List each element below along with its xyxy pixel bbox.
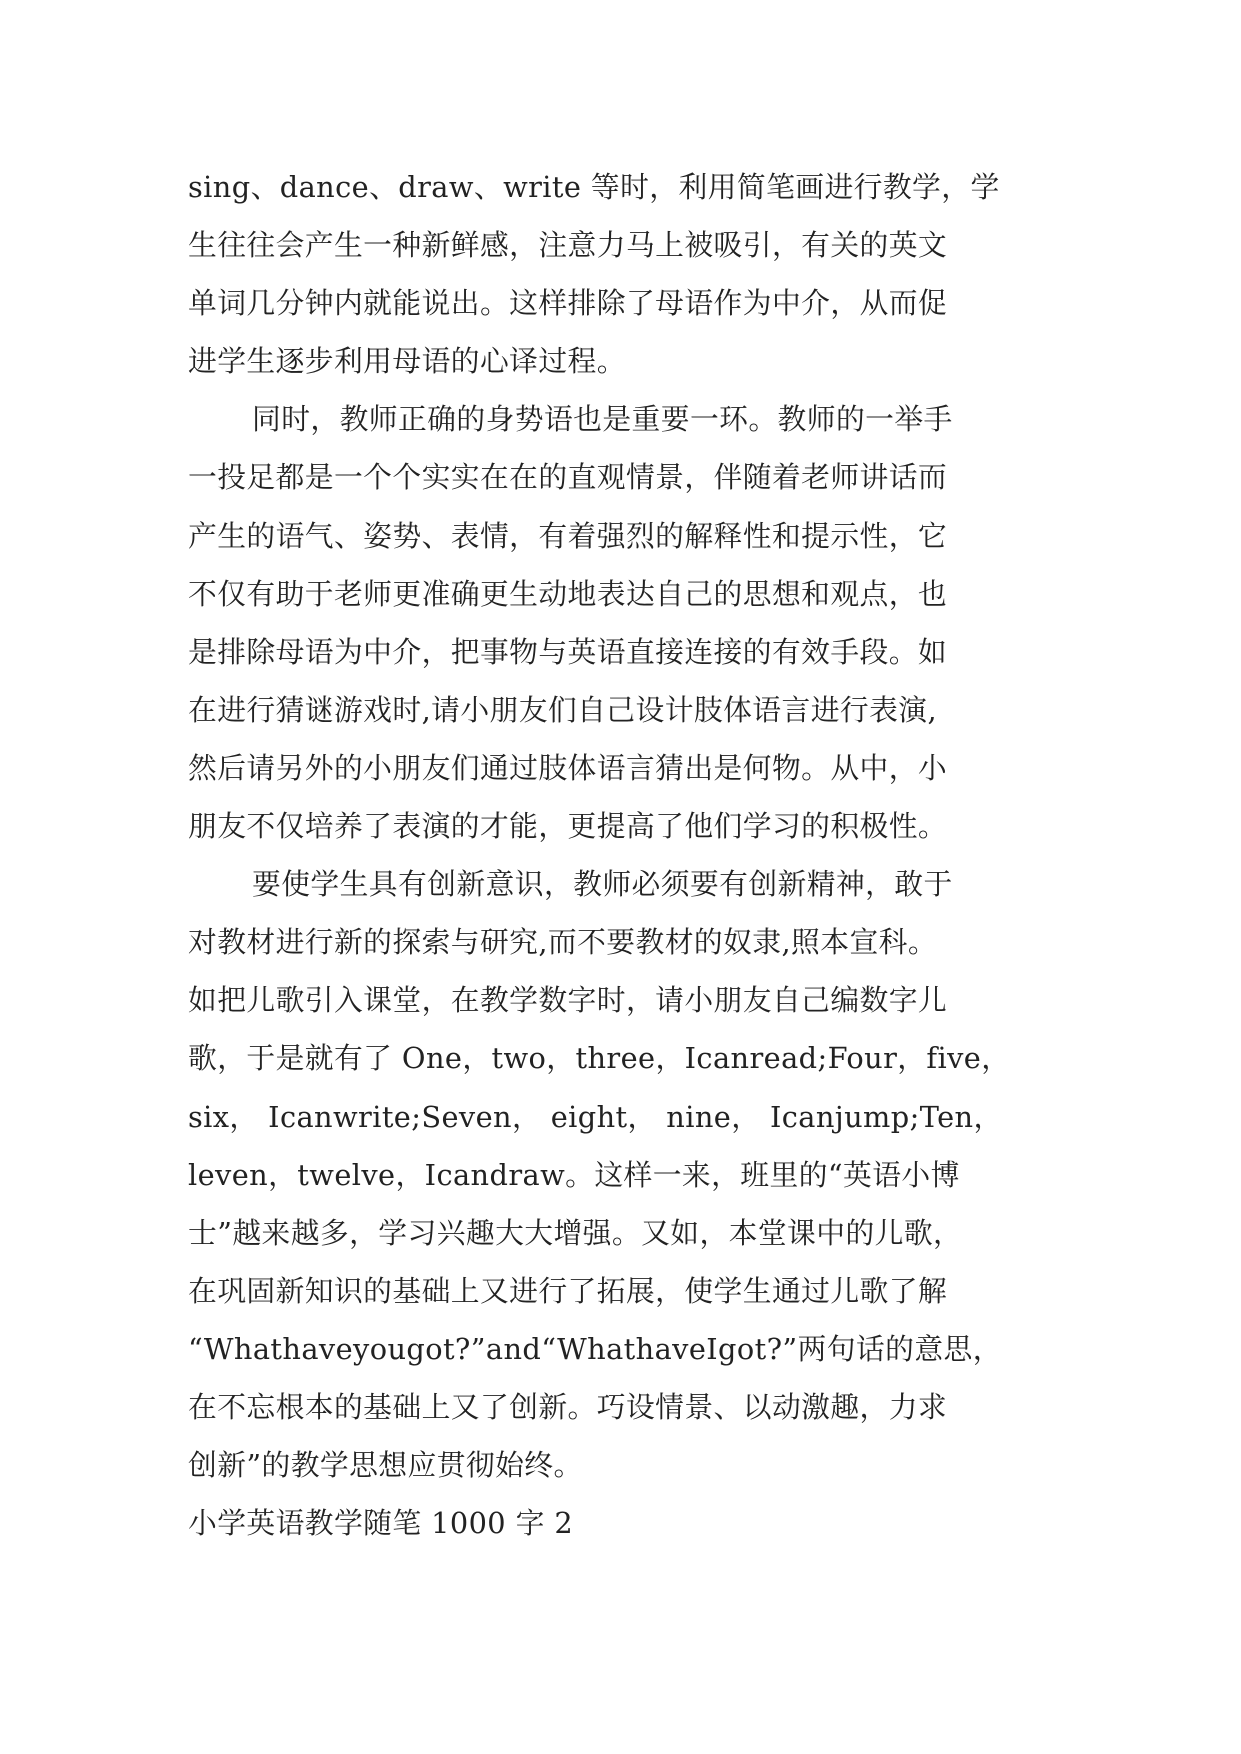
paragraph-3-line-2: 对教材进行新的探索与研究,而不要教材的奴隶,照本宣科。 <box>188 925 938 960</box>
paragraph-2-line-6: 在进行猜谜游戏时,请小朋友们自己设计肢体语言进行表演, <box>188 692 938 727</box>
paragraph-3-line-6: leven，twelve，Icandraw。这样一来，班里的“英语小博 <box>188 1157 960 1192</box>
paragraph-3-line-3: 如把儿歌引入课堂，在教学数字时，请小朋友自己编数字儿 <box>188 983 948 1018</box>
paragraph-2-line-4: 不仅有助于老师更准确更生动地表达自己的思想和观点，也 <box>188 576 948 611</box>
paragraph-3-line-7: 士”越来越多，学习兴趣大大增强。又如，本堂课中的儿歌， <box>188 1215 963 1250</box>
paragraph-1-line-2: 生往往会产生一种新鲜感，注意力马上被吸引，有关的英文 <box>188 228 948 263</box>
paragraph-2-line-3: 产生的语气、姿势、表情，有着强烈的解释性和提示性，它 <box>188 518 948 553</box>
paragraph-3-line-9: “Whathaveyougot?”and“WhathaveIgot?”两句话的意思， <box>188 1331 1002 1366</box>
paragraph-3-line-1: 要使学生具有创新意识，教师必须要有创新精神，敢于 <box>252 867 953 902</box>
paragraph-3-line-5: six， Icanwrite;Seven， eight， nine， Icanjump;Ten， <box>188 1099 1003 1134</box>
paragraph-3-line-4: 歌，于是就有了 One，two，three，Icanread;Four，five， <box>188 1041 1011 1076</box>
paragraph-3-line-11: 创新”的教学思想应贯彻始终。 <box>188 1448 583 1483</box>
paragraph-2-line-5: 是排除母语为中介，把事物与英语直接连接的有效手段。如 <box>188 634 948 669</box>
document-body <box>188 158 1058 1552</box>
paragraph-1-line-4: 进学生逐步利用母语的心译过程。 <box>188 344 626 379</box>
paragraph-3-line-8: 在巩固新知识的基础上又进行了拓展，使学生通过儿歌了解 <box>188 1273 948 1308</box>
paragraph-2-line-8: 朋友不仅培养了表演的才能，更提高了他们学习的积极性。 <box>188 809 948 844</box>
paragraph-2-line-2: 一投足都是一个个实实在在的直观情景，伴随着老师讲话而 <box>188 460 948 495</box>
paragraph-2-line-1: 同时，教师正确的身势语也是重要一环。教师的一举手 <box>252 402 953 437</box>
paragraph-1-line-1: sing、dance、draw、write 等时，利用简笔画进行教学，学 <box>188 170 1000 204</box>
paragraph-3-line-10: 在不忘根本的基础上又了创新。巧设情景、以动激趣，力求 <box>188 1389 948 1424</box>
paragraph-2-line-7: 然后请另外的小朋友们通过肢体语言猜出是何物。从中，小 <box>188 750 948 785</box>
section-heading: 小学英语教学随笔 1000 字 2 <box>188 1506 574 1541</box>
paragraph-1-line-3: 单词几分钟内就能说出。这样排除了母语作为中介，从而促 <box>188 286 948 321</box>
